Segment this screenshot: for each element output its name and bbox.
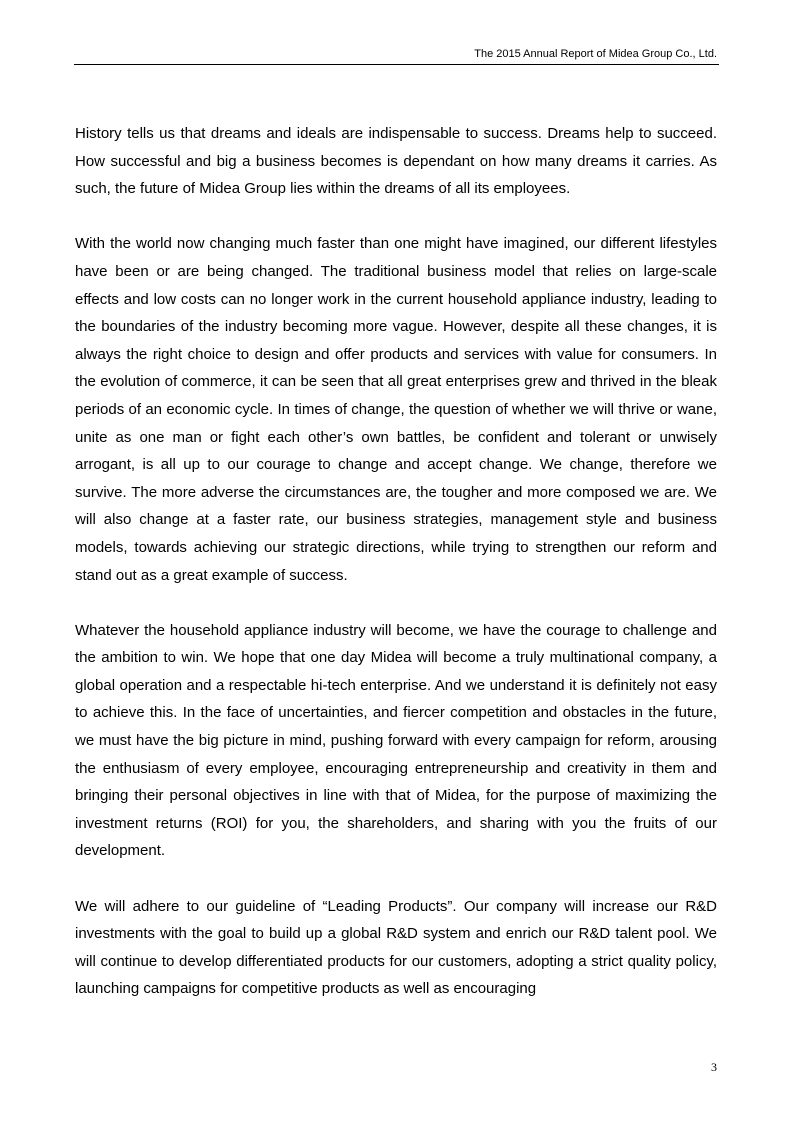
running-header: The 2015 Annual Report of Midea Group Co., Ltd. bbox=[474, 48, 717, 60]
body-text bbox=[75, 120, 717, 1031]
header-divider bbox=[74, 64, 719, 65]
paragraph: Whatever the household appliance industry will become, we have the courage to challenge and the ambition to win. We hope that one day Midea will become a truly multinational company, a global operation and a respectable hi-tech enterprise. And we understand it is definitely not easy to achieve this. In the face of uncertainties, and fiercer competition and obstacles in the future, we must have the big picture in mind, pushing forward with every campaign for reform, arousing the enthusiasm of every employee, encouraging entrepreneurship and creativity in them and bringing their personal objectives in line with that of Midea, for the purpose of maximizing the investment returns (ROI) for you, the shareholders, and sharing with you the fruits of our development. bbox=[75, 621, 717, 860]
paragraph: History tells us that dreams and ideals are indispensable to success. Dreams help to succeed. How successful and big a business becomes is dependant on how many dreams it carries. As such, the future of Midea Group lies within the dreams of all its employees. bbox=[75, 125, 717, 198]
page-number: 3 bbox=[711, 1060, 717, 1074]
paragraph: We will adhere to our guideline of “Leading Products”. Our company will increase our R&D investments with the goal to build up a global R&D system and enrich our R&D talent pool. We will continue to develop differentiated products for our customers, adopting a strict quality policy, launching campaigns for competitive products as well as encouraging bbox=[75, 897, 717, 998]
paragraph: With the world now changing much faster than one might have imagined, our different lifestyles have been or are being changed. The traditional business model that relies on large-scale effects and low costs can no longer work in the current household appliance industry, leading to the boundaries of the industry becoming more vague. However, despite all these changes, it is always the right choice to design and offer products and services with value for consumers. In the evolution of commerce, it can be seen that all great enterprises grew and thrived in the bleak periods of an economic cycle. In times of change, the question of whether we will thrive or wane, unite as one man or fight each other’s own battles, be confident and tolerant or unwisely arrogant, is all up to our courage to change and accept change. We change, therefore we survive. The more adverse the circumstances are, the tougher and more composed we are. We will also change at a faster rate, our business strategies, management style and business models, towards achieving our strategic directions, while trying to strengthen our reform and stand out as a great example of success. bbox=[75, 235, 717, 584]
